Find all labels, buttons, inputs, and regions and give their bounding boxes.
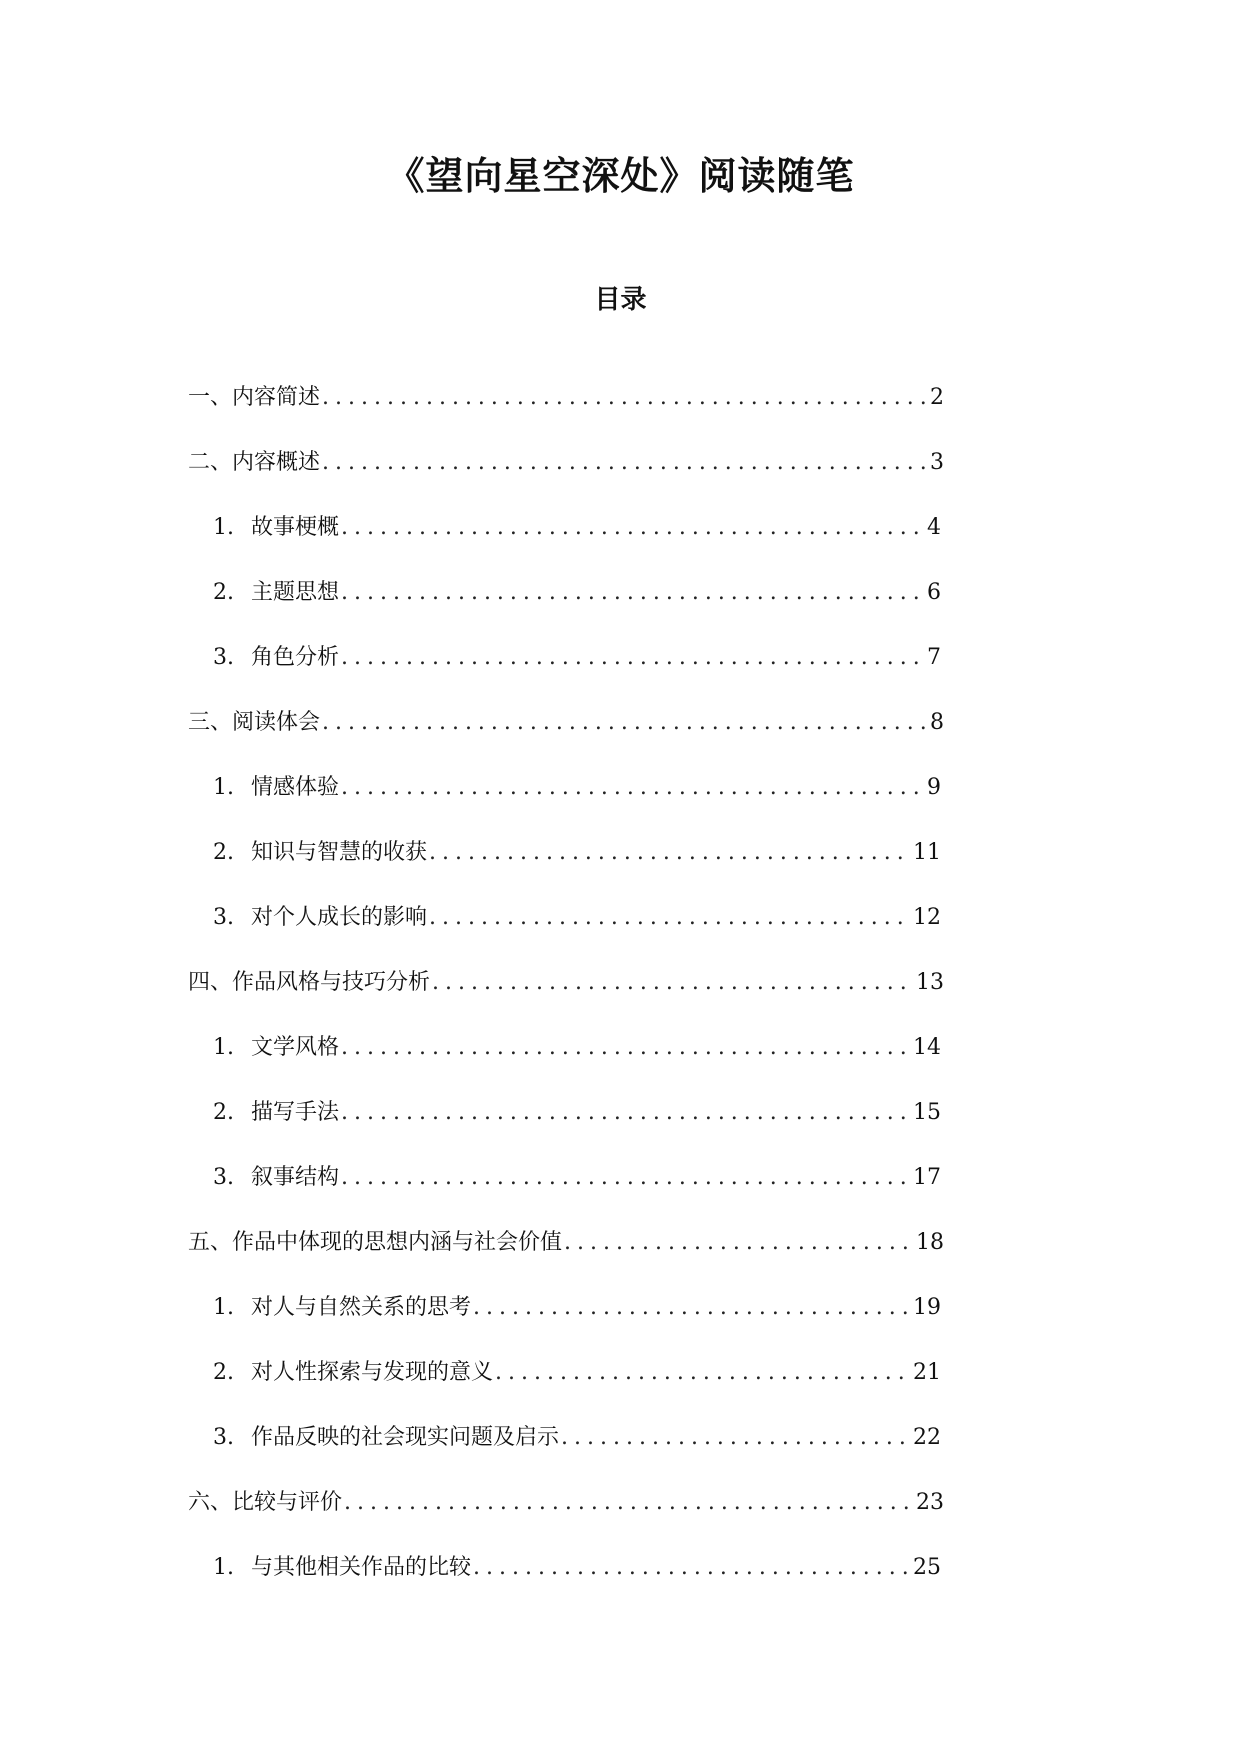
toc-entry[interactable] bbox=[188, 446, 944, 511]
toc-entry[interactable] bbox=[188, 1226, 944, 1291]
toc-entry[interactable] bbox=[213, 1096, 941, 1161]
toc-entry-page-number: 6 bbox=[927, 580, 941, 605]
toc-dot-leader bbox=[473, 1291, 911, 1325]
toc-dot-leader bbox=[344, 1486, 914, 1520]
toc-entry[interactable] bbox=[213, 576, 941, 641]
toc-entry-page-number: 4 bbox=[927, 515, 941, 540]
toc-entry[interactable] bbox=[213, 1161, 941, 1226]
toc-heading: 目录 bbox=[594, 285, 647, 315]
toc-entry-page-number: 15 bbox=[913, 1100, 941, 1125]
toc-entry[interactable] bbox=[188, 1486, 944, 1551]
toc-dot-leader bbox=[322, 706, 928, 740]
toc-entry-number: 1. bbox=[213, 1555, 234, 1580]
toc-entry-number: 1. bbox=[213, 775, 234, 800]
toc-entry[interactable] bbox=[188, 966, 944, 1031]
toc-dot-leader bbox=[429, 836, 911, 870]
toc-entry-page-number: 2 bbox=[930, 385, 944, 410]
toc-entry-label: 三、阅读体会 bbox=[188, 710, 321, 735]
toc-dot-leader bbox=[564, 1226, 914, 1260]
toc-entry-label: 故事梗概 bbox=[251, 515, 340, 540]
toc-entry[interactable] bbox=[213, 1291, 941, 1356]
toc-entry-page-number: 21 bbox=[913, 1360, 941, 1385]
toc-entry-label: 知识与智慧的收获 bbox=[251, 840, 428, 865]
toc-dot-leader bbox=[341, 1161, 911, 1195]
toc-entry-label: 角色分析 bbox=[251, 645, 340, 670]
toc-entry-number: 3. bbox=[213, 905, 234, 930]
toc-entry-page-number: 22 bbox=[913, 1425, 941, 1450]
toc-entry-page-number: 13 bbox=[916, 970, 944, 995]
toc-dot-leader bbox=[341, 771, 925, 805]
toc-entry-number: 3. bbox=[213, 1425, 234, 1450]
toc-entry[interactable] bbox=[213, 1421, 941, 1486]
toc-dot-leader bbox=[322, 446, 928, 480]
toc-entry-page-number: 11 bbox=[913, 840, 941, 865]
toc-entry-label: 情感体验 bbox=[251, 775, 340, 800]
toc-entry-number: 3. bbox=[213, 1165, 234, 1190]
toc-dot-leader bbox=[341, 576, 925, 610]
toc-entry-page-number: 9 bbox=[927, 775, 941, 800]
toc-dot-leader bbox=[561, 1421, 911, 1455]
toc-entry[interactable] bbox=[188, 706, 944, 771]
toc-entry[interactable] bbox=[213, 771, 941, 836]
toc-entry[interactable] bbox=[213, 836, 941, 901]
toc-entry-number: 3. bbox=[213, 645, 234, 670]
toc-dot-leader bbox=[322, 381, 928, 415]
document-title: 《望向星空深处》阅读随笔 bbox=[386, 154, 855, 198]
toc-entry-page-number: 14 bbox=[913, 1035, 941, 1060]
toc-dot-leader bbox=[341, 1031, 911, 1065]
toc-entry-page-number: 12 bbox=[913, 905, 941, 930]
toc-entry-page-number: 7 bbox=[927, 645, 941, 670]
toc-entry-number: 2. bbox=[213, 1100, 234, 1125]
toc-entry-page-number: 19 bbox=[913, 1295, 941, 1320]
toc-dot-leader bbox=[432, 966, 914, 1000]
toc-entry-label: 二、内容概述 bbox=[188, 450, 321, 475]
toc-entry[interactable] bbox=[213, 641, 941, 706]
toc-dot-leader bbox=[473, 1551, 911, 1585]
table-of-contents bbox=[0, 381, 1241, 1616]
toc-entry-label: 对人与自然关系的思考 bbox=[251, 1295, 472, 1320]
toc-entry-label: 叙事结构 bbox=[251, 1165, 340, 1190]
toc-entry[interactable] bbox=[213, 511, 941, 576]
toc-entry[interactable] bbox=[213, 1551, 941, 1616]
toc-entry-page-number: 18 bbox=[916, 1230, 944, 1255]
toc-entry-label: 与其他相关作品的比较 bbox=[251, 1555, 472, 1580]
toc-entry-page-number: 23 bbox=[916, 1490, 944, 1515]
toc-dot-leader bbox=[495, 1356, 911, 1390]
toc-entry-number: 2. bbox=[213, 840, 234, 865]
toc-entry-label: 四、作品风格与技巧分析 bbox=[188, 970, 431, 995]
toc-entry[interactable] bbox=[213, 901, 941, 966]
toc-entry[interactable] bbox=[213, 1356, 941, 1421]
toc-entry-number: 2. bbox=[213, 1360, 234, 1385]
toc-entry-label: 对人性探索与发现的意义 bbox=[251, 1360, 494, 1385]
toc-entry-label: 六、比较与评价 bbox=[188, 1490, 343, 1515]
toc-entry-label: 对个人成长的影响 bbox=[251, 905, 428, 930]
toc-entry-number: 1. bbox=[213, 1035, 234, 1060]
toc-dot-leader bbox=[429, 901, 911, 935]
toc-dot-leader bbox=[341, 1096, 911, 1130]
toc-entry-page-number: 25 bbox=[913, 1555, 941, 1580]
toc-entry-number: 1. bbox=[213, 1295, 234, 1320]
toc-entry-label: 描写手法 bbox=[251, 1100, 340, 1125]
toc-entry-number: 2. bbox=[213, 580, 234, 605]
toc-entry[interactable] bbox=[188, 381, 944, 446]
toc-entry-page-number: 8 bbox=[930, 710, 944, 735]
toc-dot-leader bbox=[341, 641, 925, 675]
toc-dot-leader bbox=[341, 511, 925, 545]
toc-entry-page-number: 17 bbox=[913, 1165, 941, 1190]
toc-entry[interactable] bbox=[213, 1031, 941, 1096]
toc-entry-label: 主题思想 bbox=[251, 580, 340, 605]
toc-entry-label: 文学风格 bbox=[251, 1035, 340, 1060]
toc-entry-label: 一、内容简述 bbox=[188, 385, 321, 410]
toc-entry-label: 五、作品中体现的思想内涵与社会价值 bbox=[188, 1230, 563, 1255]
toc-entry-label: 作品反映的社会现实问题及启示 bbox=[251, 1425, 560, 1450]
toc-entry-number: 1. bbox=[213, 515, 234, 540]
toc-entry-page-number: 3 bbox=[930, 450, 944, 475]
